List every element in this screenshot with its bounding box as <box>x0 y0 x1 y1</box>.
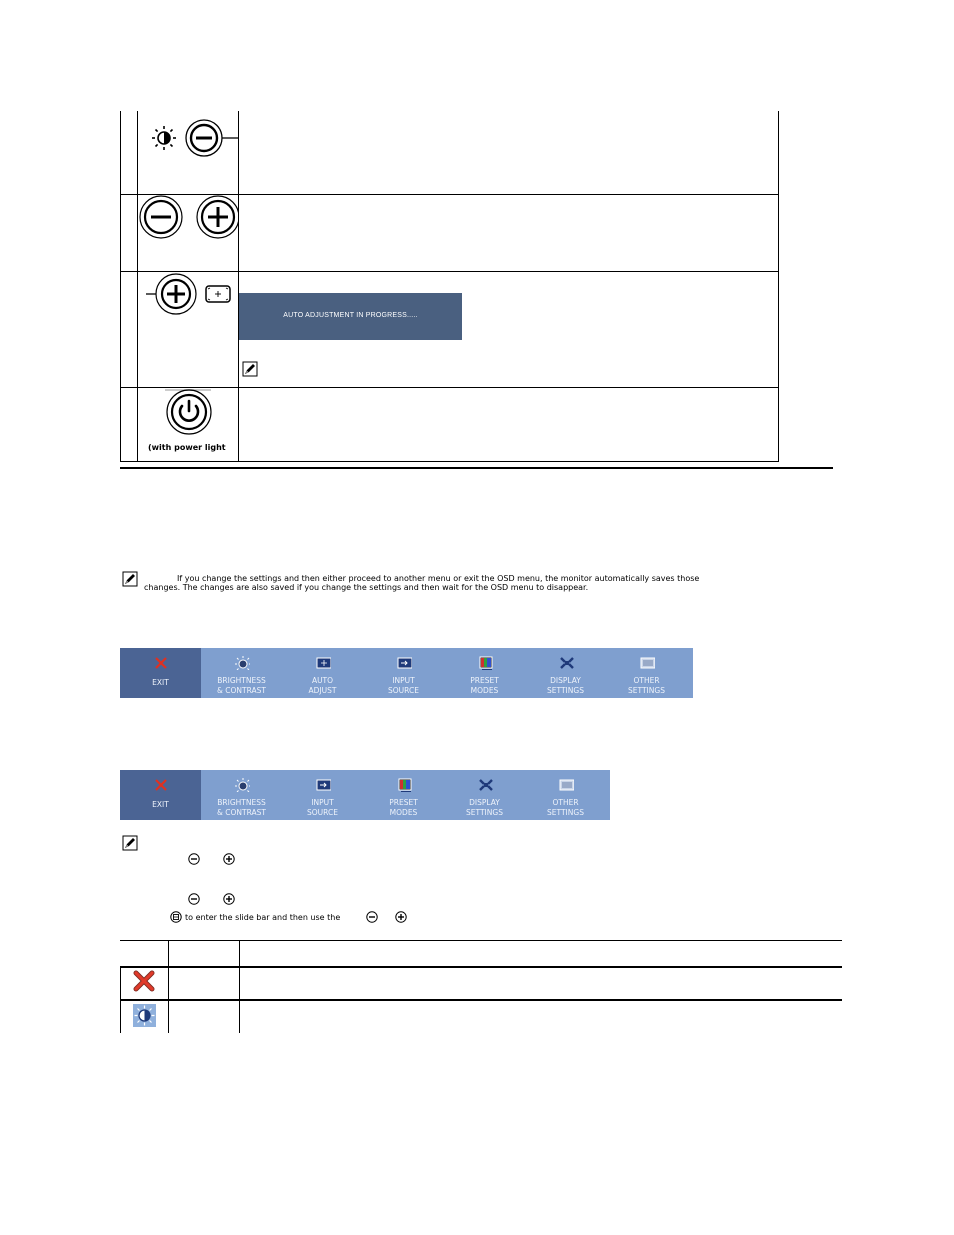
menu-item-brightness-contrast[interactable] <box>201 770 282 820</box>
menu-item-label: DISPLAY <box>550 676 581 685</box>
menu-item-label: SETTINGS <box>466 808 503 817</box>
menu-item-label: BRIGHTNESS <box>217 798 266 807</box>
minus-plus-buttons-icon <box>137 194 239 244</box>
osd-message-text: AUTO ADJUSTMENT IN PROGRESS..... <box>283 312 418 319</box>
note-pencil-icon <box>242 361 258 377</box>
table-row-divider <box>120 461 778 462</box>
menu-item-label: EXIT <box>152 678 169 687</box>
note-pencil-icon <box>122 571 138 587</box>
menu-item-exit[interactable] <box>120 770 201 820</box>
menu-item-label: MODES <box>389 808 418 817</box>
table-row-divider <box>120 999 842 1001</box>
note-pencil-icon <box>122 835 138 851</box>
brightness-minus-button-icon <box>148 118 238 162</box>
slide-bar-instruction: to enter the slide bar and then use the <box>185 913 341 922</box>
preset-modes-icon <box>396 778 412 792</box>
menu-item-label: MODES <box>470 686 499 695</box>
display-settings-icon <box>558 656 574 670</box>
menu-item-display-settings[interactable] <box>525 648 606 698</box>
power-caption: (with power light <box>148 443 226 452</box>
plus-button-icon <box>223 853 235 865</box>
table-row-divider <box>120 966 842 968</box>
menu-item-other-settings[interactable] <box>525 770 606 820</box>
menu-item-label: PRESET <box>470 676 499 685</box>
table-border-left <box>120 111 121 462</box>
auto-adjust-icon <box>315 656 331 670</box>
note-text-line2: changes. The changes are also saved if you change the settings and then wait for the OSD menu to disappear. <box>144 583 589 592</box>
minus-button-icon <box>188 853 200 865</box>
display-settings-icon <box>477 778 493 792</box>
input-source-icon <box>396 656 412 670</box>
menu-item-label: & CONTRAST <box>217 686 266 695</box>
menu-item-label: SETTINGS <box>547 808 584 817</box>
menu-item-exit[interactable] <box>120 648 201 698</box>
menu-item-label: INPUT <box>311 798 334 807</box>
preset-modes-icon <box>477 656 493 670</box>
table-row-divider <box>120 387 778 388</box>
menu-item-label: ADJUST <box>308 686 337 695</box>
minus-button-icon <box>188 893 200 905</box>
menu-item-brightness-contrast[interactable] <box>201 648 282 698</box>
section-rule <box>120 467 833 469</box>
menu-item-label: PRESET <box>389 798 418 807</box>
menu-item-label: INPUT <box>392 676 415 685</box>
brightness-contrast-icon <box>133 1004 156 1027</box>
menu-item-label: SOURCE <box>307 808 338 817</box>
menu-item-auto-adjust[interactable] <box>282 648 363 698</box>
menu-item-label: & CONTRAST <box>217 808 266 817</box>
plus-auto-adjust-button-icon <box>146 272 236 320</box>
minus-button-icon <box>366 911 378 923</box>
table-col-divider <box>238 111 239 462</box>
power-button-icon <box>164 389 214 437</box>
plus-button-icon <box>223 893 235 905</box>
menu-item-label: EXIT <box>152 800 169 809</box>
auto-adjust-osd-message <box>239 293 462 340</box>
close-icon <box>153 656 169 670</box>
menu-item-display-settings[interactable] <box>444 770 525 820</box>
table-border-left <box>120 966 121 1033</box>
menu-item-label: SETTINGS <box>547 686 584 695</box>
table-col-divider <box>137 111 138 462</box>
table-col-divider <box>168 940 169 1033</box>
input-source-icon <box>315 778 331 792</box>
table-row-divider <box>120 940 842 941</box>
menu-item-input-source[interactable] <box>282 770 363 820</box>
menu-item-input-source[interactable] <box>363 648 444 698</box>
table-border-right <box>778 111 779 462</box>
menu-item-label: OTHER <box>552 798 579 807</box>
menu-item-label: SOURCE <box>388 686 419 695</box>
osd-main-menu-analog <box>120 648 693 698</box>
note-text-line1: If you change the settings and then either proceed to another menu or exit the OSD menu, the monitor automatically saves those <box>177 574 700 583</box>
plus-button-icon <box>395 911 407 923</box>
menu-item-label: AUTO <box>311 676 334 685</box>
menu-item-label: SETTINGS <box>628 686 665 695</box>
other-settings-icon <box>639 656 655 670</box>
menu-item-label: DISPLAY <box>469 798 500 807</box>
menu-item-preset-modes[interactable] <box>444 648 525 698</box>
close-icon <box>153 778 169 792</box>
other-settings-icon <box>558 778 574 792</box>
exit-x-icon <box>133 970 155 992</box>
menu-item-label: BRIGHTNESS <box>217 676 266 685</box>
brightness-icon <box>234 656 250 670</box>
menu-item-label: OTHER <box>633 676 660 685</box>
table-col-divider <box>239 940 240 1033</box>
menu-item-other-settings[interactable] <box>606 648 687 698</box>
osd-main-menu-digital <box>120 770 610 820</box>
menu-button-icon <box>170 911 182 923</box>
menu-item-preset-modes[interactable] <box>363 770 444 820</box>
brightness-icon <box>234 778 250 792</box>
